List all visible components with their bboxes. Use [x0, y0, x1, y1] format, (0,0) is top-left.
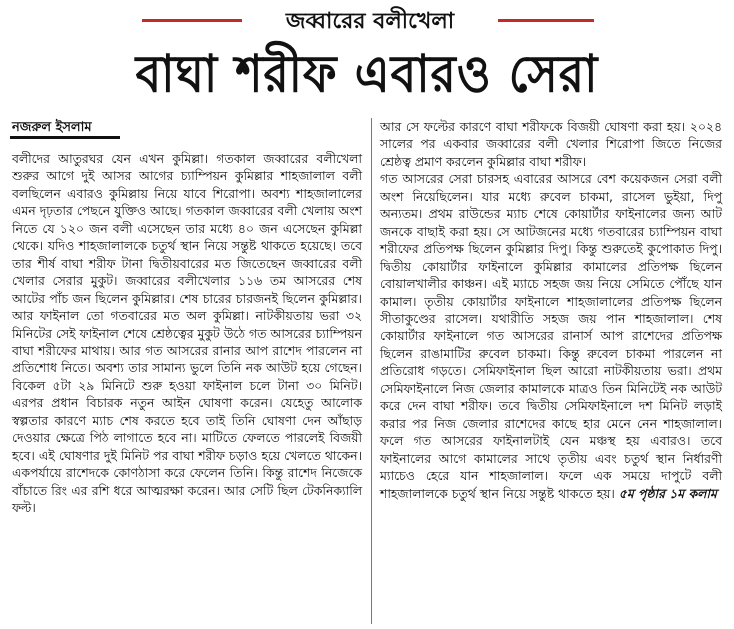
- article-column-1: [12, 150, 362, 517]
- kicker-title: জব্বারের বলীখেলা: [285, 9, 455, 34]
- paragraph: বলীদের আতুরঘর যেন এখন কুমিল্লা। গতকাল জব্বারের বলীখেলা শুরুর আগে দুই আসর আগের চ্যাম্পিয়ন কুমিল্লার শাহজালাল বলী বলছিলেন এবারও কুমিল্লায় নিয়ে যাবে শিরোপা। অবশ্য শাহজালালের এমন দৃঢ়তার পেছনে যুক্তিও আছে। গতকাল জব্বারের বলী খেলায় অংশ নিতে যে ১২০ জন বলী এসেছেন তার মধ্যে ৪০ জন এসেছেন কুমিল্লা থেকে। যদিও শাহজালালকে চতুর্থ স্থান নিয়ে সন্তুষ্ট থাকতে হয়েছে। তবে তার শীর্ষ বাঘা শরীফ টানা দ্বিতীয়বারের মত জিতেছেন জব্বারের বলী খেলার সেরার মুকুট। জব্বারের বলীখেলার ১১৬ তম আসরের শেষ আটের পাঁচ জন ছিলেন কুমিল্লার। শেষ চারের চারজনই ছিলেন কুমিল্লার। আর ফাইনাল তো গতবারের মত অল কুমিল্লা। নাটকীয়তায় ভরা ৩২ মিনিটের সেই ফাইনাল শেষে শ্রেষ্ঠত্বের মুকুট উঠে গত আসরের চ্যাম্পিয়ন বাঘা শরীফের মাথায়। আর গত আসরের রানার আপ রাশেদ পারলেন না প্রতিশোধ নিতে। অবশ্য তার সামান্য ভুলে তিনি নক আউট হয়ে গেছেন। বিকেল ৫টা ২৯ মিনিটে শুরু হওয়া ফাইনাল চলে টানা ৩০ মিনিট। এরপর প্রধান বিচারক নতুন আইন ঘোষণা করেন। যেহেতু আলোক স্বল্পতার কারণে ম্যাচ শেষ করতে হবে তাই তিনি ঘোষণা দেন আঁছাড় দেওয়ার ক্ষেত্রে পিঠ লাগাতে হবে না। মাটিতে ফেলতে পারলেই বিজয়ী হবে। এই ঘোষণার দুই মিনিট পর বাঘা শরীফ চড়াও হয়ে খেলতে থাকেন। একপর্যায়ে রাশেদকে কোণঠাসা করে ফেলেন তিনি। কিন্তু রাশেদ নিজেকে বাঁচাতে রিং এর রশি ধরে আত্মরক্ষা করেন। আর সেটি ছিল টেকনিক্যালি ফল্ট।: [12, 151, 362, 516]
- kicker-rule-right: [498, 19, 594, 22]
- paragraph-text: গত আসরের সেরা চারসহ এবারের আসরে বেশ কয়েকজন সেরা বলী অংশ নিয়েছিলেন। যার মধ্যে রুবেল চাকমা, রাসেল ভুইয়া, দিপু অন্যতম। প্রথম রাউন্ডের ম্যাচ শেষে কোয়ার্টার ফাইনালের জন্য আট জনকে বাছাই করা হয়। সে আটজনের মধ্যে গতবারের চ্যাম্পিয়ন বাঘা শরীফের প্রতিপক্ষ ছিলেন কুমিল্লার দিপু। কিন্তু শুরুতেই কুপোকাত দিপু। দ্বিতীয় কোয়ার্টার ফাইনালে কুমিল্লার কামালের প্রতিপক্ষ ছিলেন বোয়ালখালীর কাঞ্চন। এই ম্যাচে সহজ জয় নিয়ে সেমিতে পৌঁছে যান কামাল। তৃতীয় কোয়ার্টার ফাইনালে শাহজালালের প্রতিপক্ষ ছিলেন সীতাকুণ্ডের রাসেল। যথারীতি সহজ জয় পান শাহজালাল। শেষ কোয়ার্টার ফাইনালে গত আসরের রানার্স আপ রাশেদের প্রতিপক্ষ ছিলেন রাঙামাটির রুবেল চাকমা। কিন্তু রুবেল চাকমা পারলেন না প্রতিরোধ গড়তে। সেমিফাইনাল ছিল আরো নাটকীয়তায় ভরা। প্রথম সেমিফাইনালে নিজ জেলার কামালকে মাত্রও তিন মিনিটেই নক আউট করে দেন বাঘা শরীফ। তবে দ্বিতীয় সেমিফাইনালে দশ মিনিট লড়াই করার পর নিজ জেলার রাশেদের কাছে হার মেনে নেন শাহজালাল। ফলে গত আসরের ফাইনালটাই যেন মঞ্চস্থ হয় এবারও। তবে ফাইনালের আগে কামালের সাথে তৃতীয় এবং চতুর্থ স্থান নির্ধারণী ম্যাচেও হেরে যান শাহজালাল। ফলে এক সময়ে দাপুটে বলী শাহজালালকে চতুর্থ স্থান নিয়ে সন্তুষ্ট থাকতে হয়।: [380, 171, 722, 501]
- continuation-note: ৫ম পৃষ্ঠার ১ম কলাম: [618, 485, 717, 501]
- article-column-2: [380, 118, 722, 502]
- byline: নজরুল ইসলাম: [12, 120, 92, 135]
- headline: বাঘা শরীফ এবারও সেরা: [135, 43, 599, 104]
- kicker-section: [0, 2, 734, 36]
- paragraph: [380, 170, 722, 502]
- column-divider: [371, 118, 372, 624]
- paragraph: আর সে ফল্টের কারণে বাঘা শরীফকে বিজয়ী ঘোষণা করা হয়। ২০২৪ সালের পর একবার জব্বারের বলী খেলার শিরোপা জিতে নিজের শ্রেষ্ঠত্ব প্রমাণ করলেন কুমিল্লার বাঘা শরীফ।: [380, 119, 722, 169]
- kicker-rule-left: [142, 19, 242, 22]
- byline-underline: [10, 136, 120, 139]
